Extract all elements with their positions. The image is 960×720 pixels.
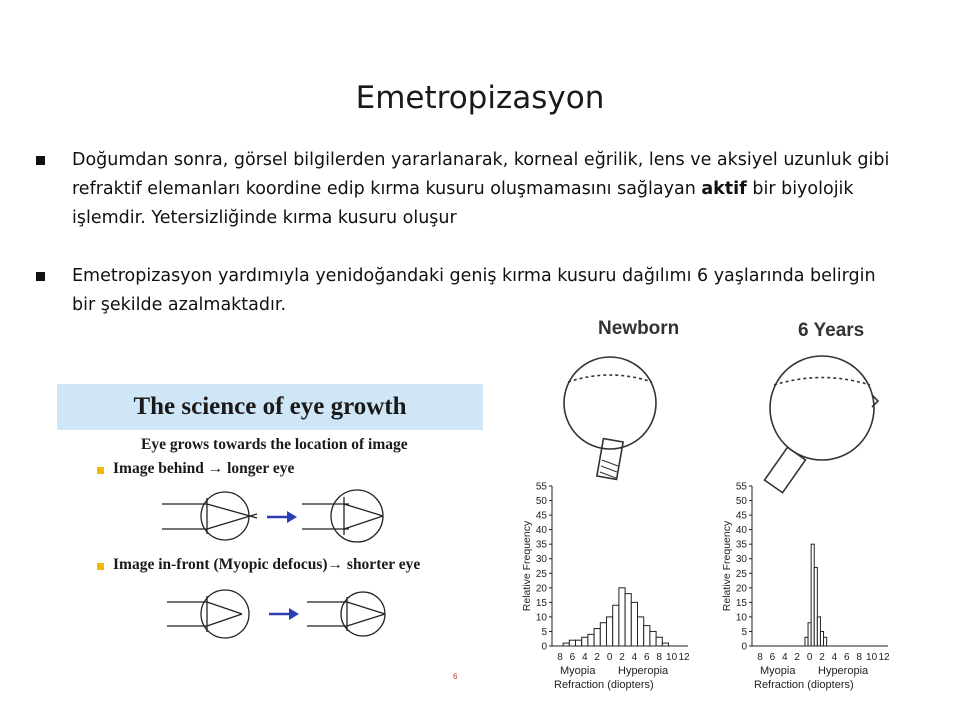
newborn-bar [563,643,569,646]
arrow-right-icon [267,511,297,523]
figure-subheading: Eye grows towards the location of image [141,436,408,453]
bullet-1-text-end: bir biyolojik işlemdir. Yetersizliğinde kırma kusuru oluşur [72,179,854,228]
newborn-y-tick-label: 25 [535,568,547,580]
newborn-y-axis-label: Relative Frequency [521,520,533,612]
newborn-y-tick-label: 15 [535,597,547,609]
newborn-x-tick-label: 2 [619,652,625,663]
newborn-x-tick-label: 4 [582,652,588,663]
newborn-myopia-label: Myopia [560,665,596,677]
newborn-y-tick-label: 5 [541,626,547,638]
eye-diagram-myopic [167,590,249,638]
bullet-1-bold: aktif [701,179,747,199]
page-number: 6 [453,672,458,681]
six-years-y-tick-label: 10 [735,612,747,624]
newborn-bar [638,617,644,646]
eye-diagram-shortened [307,592,385,636]
newborn-bar [594,629,600,646]
newborn-hyperopia-label: Hyperopia [618,665,669,677]
newborn-bar [662,643,668,646]
newborn-y-tick-label: 30 [535,554,547,566]
newborn-bar [619,588,625,646]
eye-diagram-hyperopic [162,492,257,540]
bullet-1 [36,146,896,233]
bullet-2-text-start: Emetropizasyon yardımıyla yenidoğandaki geniş kırma kusuru dağılımı 6 yaşlarında belirgin bir şekilde azalmaktadır. [72,266,876,315]
six-years-x-axis-title: Refraction (diopters) [754,679,854,691]
newborn-y-tick-label: 10 [535,612,547,624]
figure-item-1: Image behind → longer eye [113,460,295,477]
square-bullet-icon [36,156,45,165]
six-years-myopia-label: Myopia [760,665,796,677]
six-years-x-tick-label: 6 [844,652,850,663]
slide-title: Emetropizasyon [355,80,605,116]
newborn-bar [588,634,594,646]
bullet-1-text-start: Doğumdan sonra, görsel bilgilerden yararlanarak, korneal eğrilik, lens ve aksiyel uzunluk gibi refraktif elemanları koordine edip kırma kusuru oluşmamasını sağlayan [72,150,890,199]
newborn-bar [650,631,656,646]
six-years-x-tick-label: 8 [757,652,763,663]
eye-growth-figure [57,384,483,700]
newborn-bar [613,605,619,646]
newborn-bar [631,602,637,646]
newborn-bar [576,640,582,646]
six-years-hyperopia-label: Hyperopia [818,665,869,677]
six-years-y-tick-label: 45 [735,510,747,522]
newborn-y-tick-label: 45 [535,510,547,522]
bullet-1-text [72,146,896,233]
newborn-x-tick-label: 10 [666,652,678,663]
newborn-y-tick-label: 40 [535,525,547,537]
six-years-y-tick-label: 25 [735,568,747,580]
newborn-x-tick-label: 6 [569,652,576,663]
newborn-eyeball-icon [564,357,656,479]
six-years-title: 6 Years [798,320,865,341]
newborn-x-tick-label: 12 [678,652,690,663]
newborn-bar [644,626,650,646]
six-years-x-tick-label: 2 [819,652,825,663]
six-years-y-tick-label: 15 [735,597,747,609]
six-years-x-tick-label: 12 [878,652,890,663]
refraction-histograms [506,310,896,710]
six-years-y-tick-label: 0 [741,641,747,653]
newborn-x-axis-title: Refraction (diopters) [554,679,654,691]
newborn-x-tick-label: 8 [557,652,563,663]
newborn-bar [600,623,606,646]
newborn-x-tick-label: 8 [656,652,662,663]
six-years-x-tick-label: 4 [782,652,788,663]
newborn-title: Newborn [598,318,680,339]
six-years-x-tick-label: 6 [769,652,776,663]
newborn-y-tick-label: 0 [541,641,547,653]
eye-diagram-elongated [302,490,383,542]
histogram-svg [506,310,896,710]
six-years-y-tick-label: 35 [735,539,747,551]
six-years-y-tick-label: 20 [735,583,747,595]
arrow-right-icon [269,608,299,620]
newborn-x-tick-label: 6 [644,652,650,663]
newborn-y-tick-label: 35 [535,539,547,551]
newborn-y-tick-label: 20 [535,583,547,595]
six-years-x-tick-label: 4 [831,652,838,663]
six-years-y-tick-label: 55 [735,481,747,493]
newborn-bar [569,640,575,646]
newborn-x-tick-label: 4 [631,652,638,663]
square-bullet-icon [36,272,45,281]
six-years-y-axis-label: Relative Frequency [721,520,733,612]
newborn-y-tick-label: 55 [535,481,547,493]
six-years-y-tick-label: 40 [735,525,747,537]
figure-heading: The science of eye growth [57,384,483,430]
six-years-y-tick-label: 50 [735,496,747,508]
six-years-y-tick-label: 5 [741,626,747,638]
six-year-eyeball-icon [765,356,878,493]
newborn-bar [625,594,631,646]
six-years-x-tick-label: 8 [856,652,862,663]
six-years-x-tick-label: 2 [794,652,800,663]
newborn-bar [656,637,662,646]
newborn-y-tick-label: 50 [535,496,547,508]
figure-item-2: Image in-front (Myopic defocus)→ shorter eye [113,556,421,573]
newborn-x-tick-label: 0 [606,652,613,663]
six-years-x-tick-label: 0 [806,652,813,663]
six-years-x-tick-label: 10 [866,652,878,663]
newborn-bar [582,637,588,646]
newborn-x-tick-label: 2 [594,652,600,663]
newborn-bar [607,617,613,646]
six-years-bar [824,637,827,646]
six-years-y-tick-label: 30 [735,554,747,566]
eye-diagrams [57,384,483,700]
